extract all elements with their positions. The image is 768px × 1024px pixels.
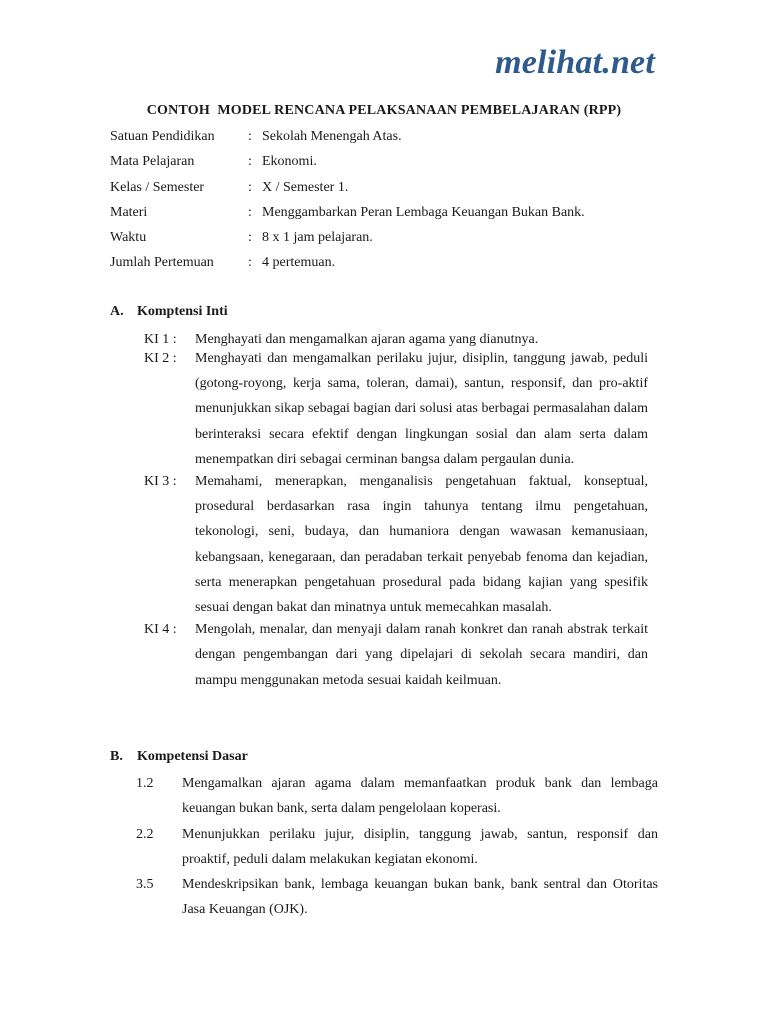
document-title: CONTOH MODEL RENCANA PELAKSANAAN PEMBELAJARAN (RPP) bbox=[146, 103, 622, 118]
info-value: Sekolah Menengah Atas. bbox=[262, 129, 402, 144]
info-table bbox=[110, 127, 670, 279]
info-colon: : bbox=[248, 154, 252, 170]
ki-label: KI 3 : bbox=[144, 474, 177, 490]
ki-label: KI 1 : bbox=[144, 332, 177, 347]
info-label: Mata Pelajaran bbox=[110, 154, 195, 170]
info-colon: : bbox=[248, 179, 252, 195]
kd-number: 2.2 bbox=[136, 826, 154, 842]
info-value: X / Semester 1. bbox=[262, 179, 349, 195]
section-title: Komptensi Inti bbox=[137, 304, 228, 319]
info-label: Satuan Pendidikan bbox=[110, 129, 215, 144]
section-letter: A. bbox=[110, 304, 124, 319]
list-item bbox=[136, 822, 658, 873]
info-row-mapel bbox=[110, 152, 670, 177]
ki-text: Memahami, menerapkan, menganalisis pengetahuan faktual, konseptual, prosedural berdasarkan rasa ingin tahunya tentang ilmu pengetahuan, tekonologi, seni, budaya, dan humaniora dengan wawasan kemanusiaan, kebangsaan, kenegaraan, dan peradaban terkait penyebab fenoma dan kejadian, serta menerapkan pengetahuan prosedural pada bidang kajian yang spesifik sesuai dengan bakat dan minatnya untuk memecahkan masalah. bbox=[195, 474, 648, 616]
kd-text: Mengamalkan ajaran agama dalam memanfaatkan produk bank dan lembaga keuangan bukan bank, serta dalam pengelolaan koperasi. bbox=[182, 776, 658, 817]
info-colon: : bbox=[248, 230, 252, 246]
info-colon: : bbox=[248, 129, 252, 144]
section-b-heading bbox=[110, 749, 248, 765]
kd-number: 1.2 bbox=[136, 776, 154, 791]
info-row-satuan bbox=[110, 127, 670, 152]
info-value: 4 pertemuan. bbox=[262, 255, 336, 271]
section-letter: B. bbox=[110, 749, 123, 764]
info-row-pertemuan bbox=[110, 253, 670, 278]
info-label: Materi bbox=[110, 204, 148, 220]
section-a-heading bbox=[110, 304, 228, 320]
list-item bbox=[136, 771, 658, 822]
info-value: Ekonomi. bbox=[262, 154, 317, 170]
info-colon: : bbox=[248, 204, 252, 220]
list-item bbox=[144, 472, 648, 620]
list-item bbox=[144, 349, 648, 472]
ki-label: KI 4 : bbox=[144, 622, 177, 638]
list-item bbox=[144, 620, 648, 693]
ki-text: Menghayati dan mengamalkan ajaran agama yang dianutnya. bbox=[195, 332, 539, 347]
info-row-kelas bbox=[110, 178, 670, 203]
section-title: Kompetensi Dasar bbox=[137, 749, 248, 764]
info-colon: : bbox=[248, 255, 252, 271]
list-item bbox=[136, 872, 658, 923]
kompetensi-dasar-list bbox=[136, 771, 658, 923]
info-row-waktu bbox=[110, 228, 670, 253]
kd-text: Mendeskripsikan bank, lembaga keuangan bukan bank, bank sentral dan Otoritas Jasa Keuangan (OJK). bbox=[182, 877, 658, 918]
site-watermark: melihat.net bbox=[495, 44, 655, 81]
info-label: Waktu bbox=[110, 230, 147, 246]
info-label: Kelas / Semester bbox=[110, 179, 205, 195]
ki-text: Mengolah, menalar, dan menyaji dalam ranah konkret dan ranah abstrak terkait dengan pengembangan dari yang dipelajari di sekolah secara mandiri, dan mampu menggunakan metoda sesuai kaidah keilmuan. bbox=[195, 622, 648, 688]
ki-text: Menghayati dan mengamalkan perilaku jujur, disiplin, tanggung jawab, peduli (gotong-royong, kerja sama, toleran, damai), santun, responsif, dan pro-aktif menunjukkan sikap sebagai bagian dari solusi atas berbagai permasalahan dalam berinteraksi secara efektif dengan lingkungan sosial dan alam serta dalam menempatkan diri sebagai cerminan bangsa dalam pergaulan dunia. bbox=[195, 351, 648, 467]
kd-number: 3.5 bbox=[136, 877, 154, 893]
kd-text: Menunjukkan perilaku jujur, disiplin, tanggung jawab, santun, responsif dan proaktif, peduli dalam melakukan kegiatan ekonomi. bbox=[182, 826, 658, 867]
info-value: Menggambarkan Peran Lembaga Keuangan Bukan Bank. bbox=[262, 204, 585, 220]
info-value: 8 x 1 jam pelajaran. bbox=[262, 230, 373, 246]
info-row-materi bbox=[110, 203, 670, 228]
info-label: Jumlah Pertemuan bbox=[110, 255, 214, 271]
ki-label: KI 2 : bbox=[144, 351, 177, 366]
kompetensi-inti-list bbox=[144, 330, 648, 693]
